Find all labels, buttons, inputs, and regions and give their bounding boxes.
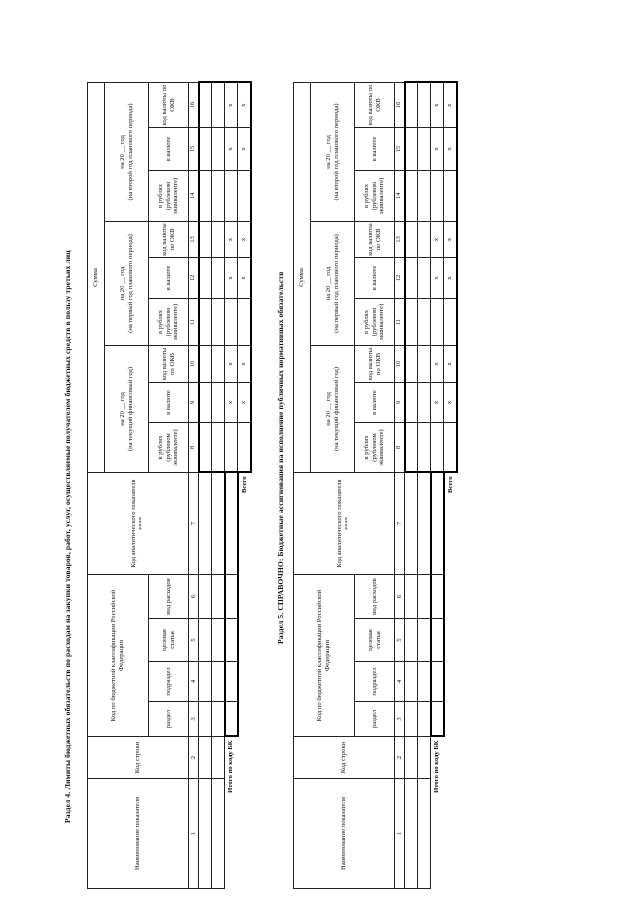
x-mark: x [444, 128, 457, 171]
header-year-first-plan: на 20 __ год (на первый год планового периода) [105, 222, 149, 346]
table-row [405, 83, 418, 889]
x-mark: x [431, 222, 444, 258]
table-row [212, 83, 225, 889]
header-row-code: Код строки [294, 737, 395, 779]
table-row [199, 83, 212, 889]
itogo-label: Итого по коду БК [433, 740, 441, 793]
column-number: 8 [395, 423, 405, 473]
column-number: 8 [189, 423, 199, 473]
header-okv: код валюты по ОКВ [355, 346, 395, 383]
header-year-second-plan: на 20 __ год (на второй год планового периода) [311, 83, 355, 222]
header-currency: в валюте [149, 383, 189, 423]
header-name: Наименование показателя [294, 779, 395, 889]
header-year-first-plan: на 20 __ год (на первый год планового периода) [311, 222, 355, 346]
header-razdel: раздел [149, 702, 189, 737]
header-year-current: на 20 __ год (на текущий финансовый год) [311, 346, 355, 473]
header-podrazdel: подраздел [355, 662, 395, 702]
x-mark: x [444, 222, 457, 258]
header-analytic-code: Код аналитического показателя **** [88, 473, 189, 575]
header-okv: код валюты по ОКВ [355, 222, 395, 258]
x-mark: x [225, 83, 238, 128]
x-mark: x [225, 258, 238, 299]
column-number: 10 [189, 346, 199, 383]
x-mark: x [431, 128, 444, 171]
header-okv: код валюты по ОКВ [149, 83, 189, 128]
column-number: 12 [395, 258, 405, 299]
column-number: 6 [395, 575, 405, 619]
table-row [418, 83, 431, 889]
column-number: 3 [395, 702, 405, 737]
column-number: 4 [189, 662, 199, 702]
header-sum: Сумма [88, 83, 105, 473]
header-rub: в рублях (рублевом эквиваленте) [149, 299, 189, 346]
column-number: 11 [395, 299, 405, 346]
x-mark: x [238, 346, 251, 383]
column-number: 14 [189, 171, 199, 222]
header-okv: код валюты по ОКВ [149, 346, 189, 383]
header-expense-type: вид расходов [355, 575, 395, 619]
x-mark: x [238, 258, 251, 299]
column-number: 7 [395, 473, 405, 575]
x-mark: x [238, 383, 251, 423]
x-mark: x [225, 222, 238, 258]
itogo-row [225, 83, 238, 889]
x-mark: x [431, 258, 444, 299]
vsego-label: Всего [446, 476, 454, 493]
header-rub: в рублях (рублевом эквиваленте) [149, 423, 189, 473]
header-currency: в валюте [149, 258, 189, 299]
header-year-current: на 20 __ год (на текущий финансовый год) [105, 346, 149, 473]
x-mark: x [431, 383, 444, 423]
header-podrazdel: подраздел [149, 662, 189, 702]
x-mark: x [238, 128, 251, 171]
vsego-label: Всего [240, 476, 248, 493]
header-bk-code: Код по бюджетной классификации Российской Федерации [88, 575, 149, 737]
x-mark: x [444, 346, 457, 383]
vsego-row [444, 83, 457, 889]
x-mark: x [444, 258, 457, 299]
header-okv: код валюты по ОКВ [355, 83, 395, 128]
header-target: целевая статья [355, 619, 395, 662]
column-number: 4 [395, 662, 405, 702]
header-rub: в рублях (рублевом эквиваленте) [149, 171, 189, 222]
column-number: 16 [189, 83, 199, 128]
header-row-code: Код строки [88, 737, 189, 779]
x-mark: x [431, 83, 444, 128]
column-number: 14 [395, 171, 405, 222]
section-4-title: Раздел 4. Лимиты бюджетных обязательств по расходам на закупки товаров, работ, услуг, осуществляемые получателем бюджетных средств в пользу третьих лиц [63, 250, 72, 823]
vsego-row [238, 83, 251, 889]
column-number: 2 [395, 737, 405, 779]
x-mark: x [238, 83, 251, 128]
header-rub: в рублях (рублевом эквиваленте) [355, 423, 395, 473]
header-year-second-plan: на 20 __ год (на второй год планового периода) [105, 83, 149, 222]
column-number: 16 [395, 83, 405, 128]
column-number: 6 [189, 575, 199, 619]
header-currency: в валюте [355, 258, 395, 299]
column-number: 15 [189, 128, 199, 171]
header-bk-code: Код по бюджетной классификации Российской Федерации [294, 575, 355, 737]
column-number: 1 [395, 779, 405, 889]
column-number: 3 [189, 702, 199, 737]
column-number: 9 [395, 383, 405, 423]
column-number: 13 [395, 222, 405, 258]
column-number: 2 [189, 737, 199, 779]
section-4-table [87, 82, 252, 890]
header-razdel: раздел [355, 702, 395, 737]
header-expense-type: вид расходов [149, 575, 189, 619]
column-number: 11 [189, 299, 199, 346]
x-mark: x [225, 128, 238, 171]
header-currency: в валюте [149, 128, 189, 171]
header-sum: Сумма [294, 83, 311, 473]
column-number: 5 [189, 619, 199, 662]
column-number: 13 [189, 222, 199, 258]
x-mark: x [444, 383, 457, 423]
column-number: 15 [395, 128, 405, 171]
header-currency: в валюте [355, 383, 395, 423]
itogo-row [431, 83, 444, 889]
column-number: 10 [395, 346, 405, 383]
itogo-label: Итого по коду БК [227, 740, 235, 793]
header-rub: в рублях (рублевом эквиваленте) [355, 171, 395, 222]
column-number: 5 [395, 619, 405, 662]
x-mark: x [431, 346, 444, 383]
header-okv: код валюты по ОКВ [149, 222, 189, 258]
section-5-title: Раздел 5. СПРАВОЧНО: Бюджетные ассигнования на исполнение публичных нормативных обязательств [276, 271, 285, 644]
section-5-table [293, 82, 458, 890]
x-mark: x [225, 346, 238, 383]
x-mark: x [238, 222, 251, 258]
header-analytic-code: Код аналитического показателя **** [294, 473, 395, 575]
header-currency: в валюте [355, 128, 395, 171]
column-number: 9 [189, 383, 199, 423]
x-mark: x [444, 83, 457, 128]
column-number: 12 [189, 258, 199, 299]
header-rub: в рублях (рублевом эквиваленте) [355, 299, 395, 346]
column-number: 7 [189, 473, 199, 575]
x-mark: x [225, 383, 238, 423]
header-target: целевая статья [149, 619, 189, 662]
column-number: 1 [189, 779, 199, 889]
header-name: Наименование показателя [88, 779, 189, 889]
